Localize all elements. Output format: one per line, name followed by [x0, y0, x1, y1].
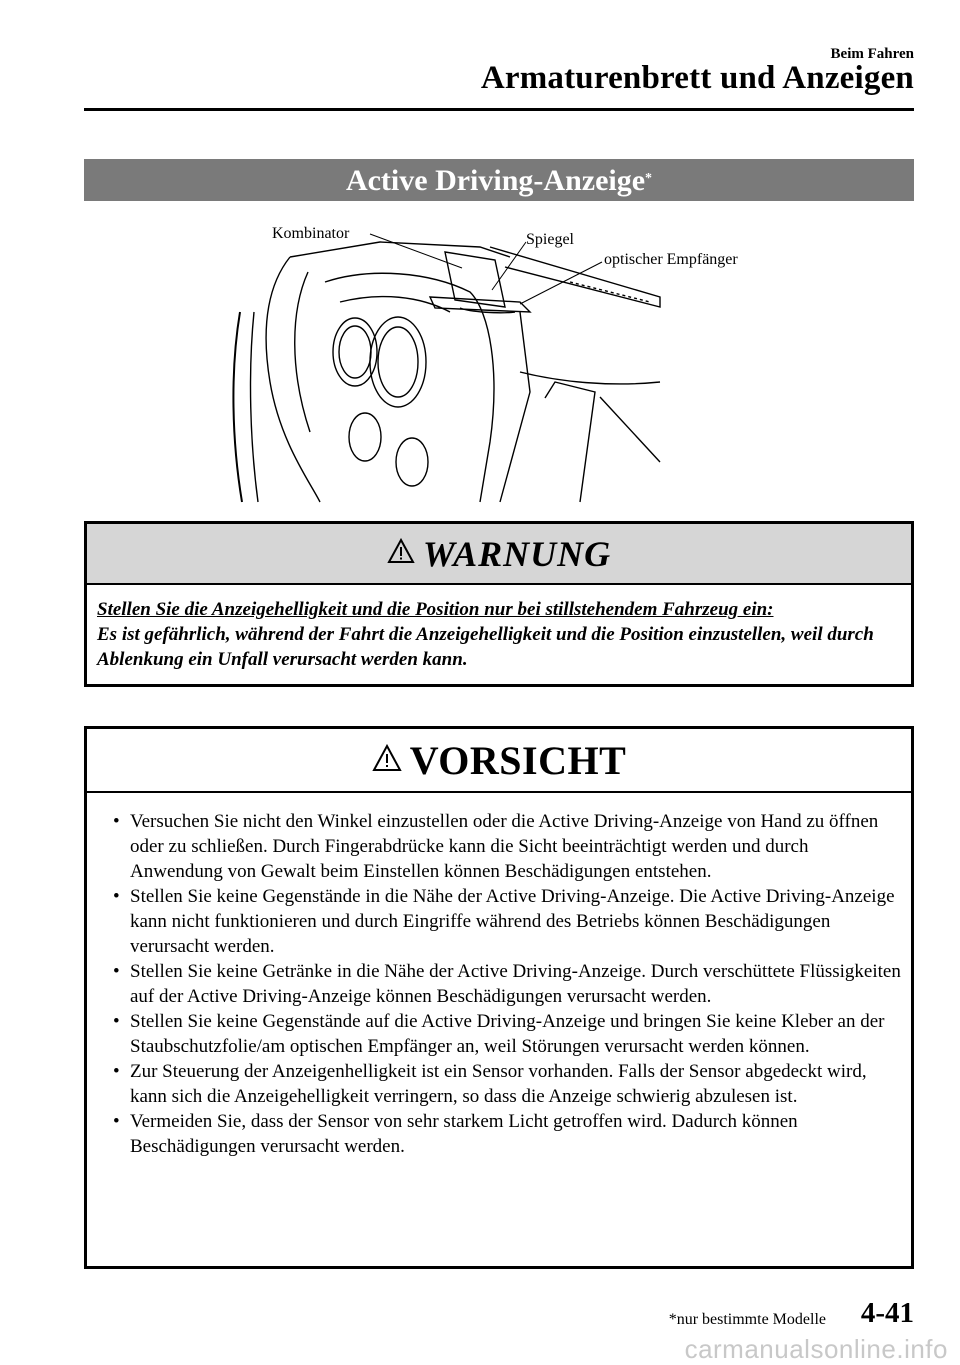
warning-text: Es ist gefährlich, während der Fahrt die Anzeigehelligkeit und die Position einzustellen, weil durch Ablenkung ein Unfall verursacht werden kann.	[97, 624, 874, 670]
bullet-icon: •	[113, 811, 120, 832]
caution-item: • Vermeiden Sie, dass der Sensor von sehr starkem Licht getroffen wird. Dadurch können Beschädigungen verursacht werden.	[113, 1111, 798, 1157]
caution-title: VORSICHT	[409, 737, 627, 783]
dashboard-illustration	[230, 212, 770, 504]
section-title: Active Driving-Anzeige	[345, 164, 646, 197]
label-kombinator: Kombinator	[272, 225, 350, 242]
label-spiegel: Spiegel	[526, 231, 574, 248]
warning-header	[87, 524, 911, 585]
warning-title: WARNUNG	[422, 533, 612, 574]
caution-triangle-icon	[372, 744, 402, 777]
caution-item: • Stellen Sie keine Getränke in die Nähe der Active Driving-Anzeige. Durch verschüttete Flüssigkeiten auf der Active Driving-Anzeige können Beschädigungen verursacht werden.	[113, 961, 901, 1007]
header-chapter: Armaturenbrett und Anzeigen	[480, 60, 914, 96]
label-optischer-empfaenger: optischer Empfänger	[604, 251, 738, 268]
bullet-icon: •	[113, 886, 120, 907]
page-number: 4-41	[860, 1297, 914, 1329]
caution-list	[87, 793, 911, 1159]
warning-lead: Stellen Sie die Anzeigehelligkeit und die Position nur bei stillstehendem Fahrzeug ein:	[97, 599, 774, 620]
watermark: carmanualsonline.info	[684, 1334, 948, 1364]
caution-header	[87, 729, 911, 793]
header-section: Beim Fahren	[830, 46, 914, 62]
caution-item: • Zur Steuerung der Anzeigenhelligkeit ist ein Sensor vorhanden. Falls der Sensor abgedeckt wird, kann sich die Anzeigehelligkeit verringern, so dass die Anzeige schwierig abzulesen ist.	[113, 1061, 867, 1107]
bullet-icon: •	[113, 961, 120, 982]
footnote: *nur bestimmte Modelle	[668, 1311, 826, 1328]
caution-box	[84, 726, 914, 1269]
warning-body	[87, 585, 911, 672]
caution-item: • Versuchen Sie nicht den Winkel einzustellen oder die Active Driving-Anzeige von Hand zu öffnen oder zu schließen. Durch Fingerabdrücke kann die Sicht beeinträchtigt werden und durch Anwendung von Gewalt beim Einstellen können Beschädigungen entstehen.	[113, 811, 879, 882]
bullet-icon: •	[113, 1111, 120, 1132]
warning-box	[84, 521, 914, 687]
bullet-icon: •	[113, 1061, 120, 1082]
caution-item: • Stellen Sie keine Gegenstände in die Nähe der Active Driving-Anzeige. Die Active Driving-Anzeige kann nicht funktionieren und durch Eingriffe während des Betriebs können Beschädigungen verursacht werden.	[113, 886, 895, 957]
header-rule	[84, 108, 914, 111]
section-footnote-mark: *	[645, 171, 653, 186]
caution-item: • Stellen Sie keine Gegenstände auf die Active Driving-Anzeige und bringen Sie keine Kleber an der Staubschutzfolie/am optischen Empfänger an, weil Störungen verursacht werden können.	[113, 1011, 885, 1057]
section-title-bar	[84, 159, 914, 201]
warning-triangle-icon	[387, 538, 415, 569]
bullet-icon: •	[113, 1011, 120, 1032]
